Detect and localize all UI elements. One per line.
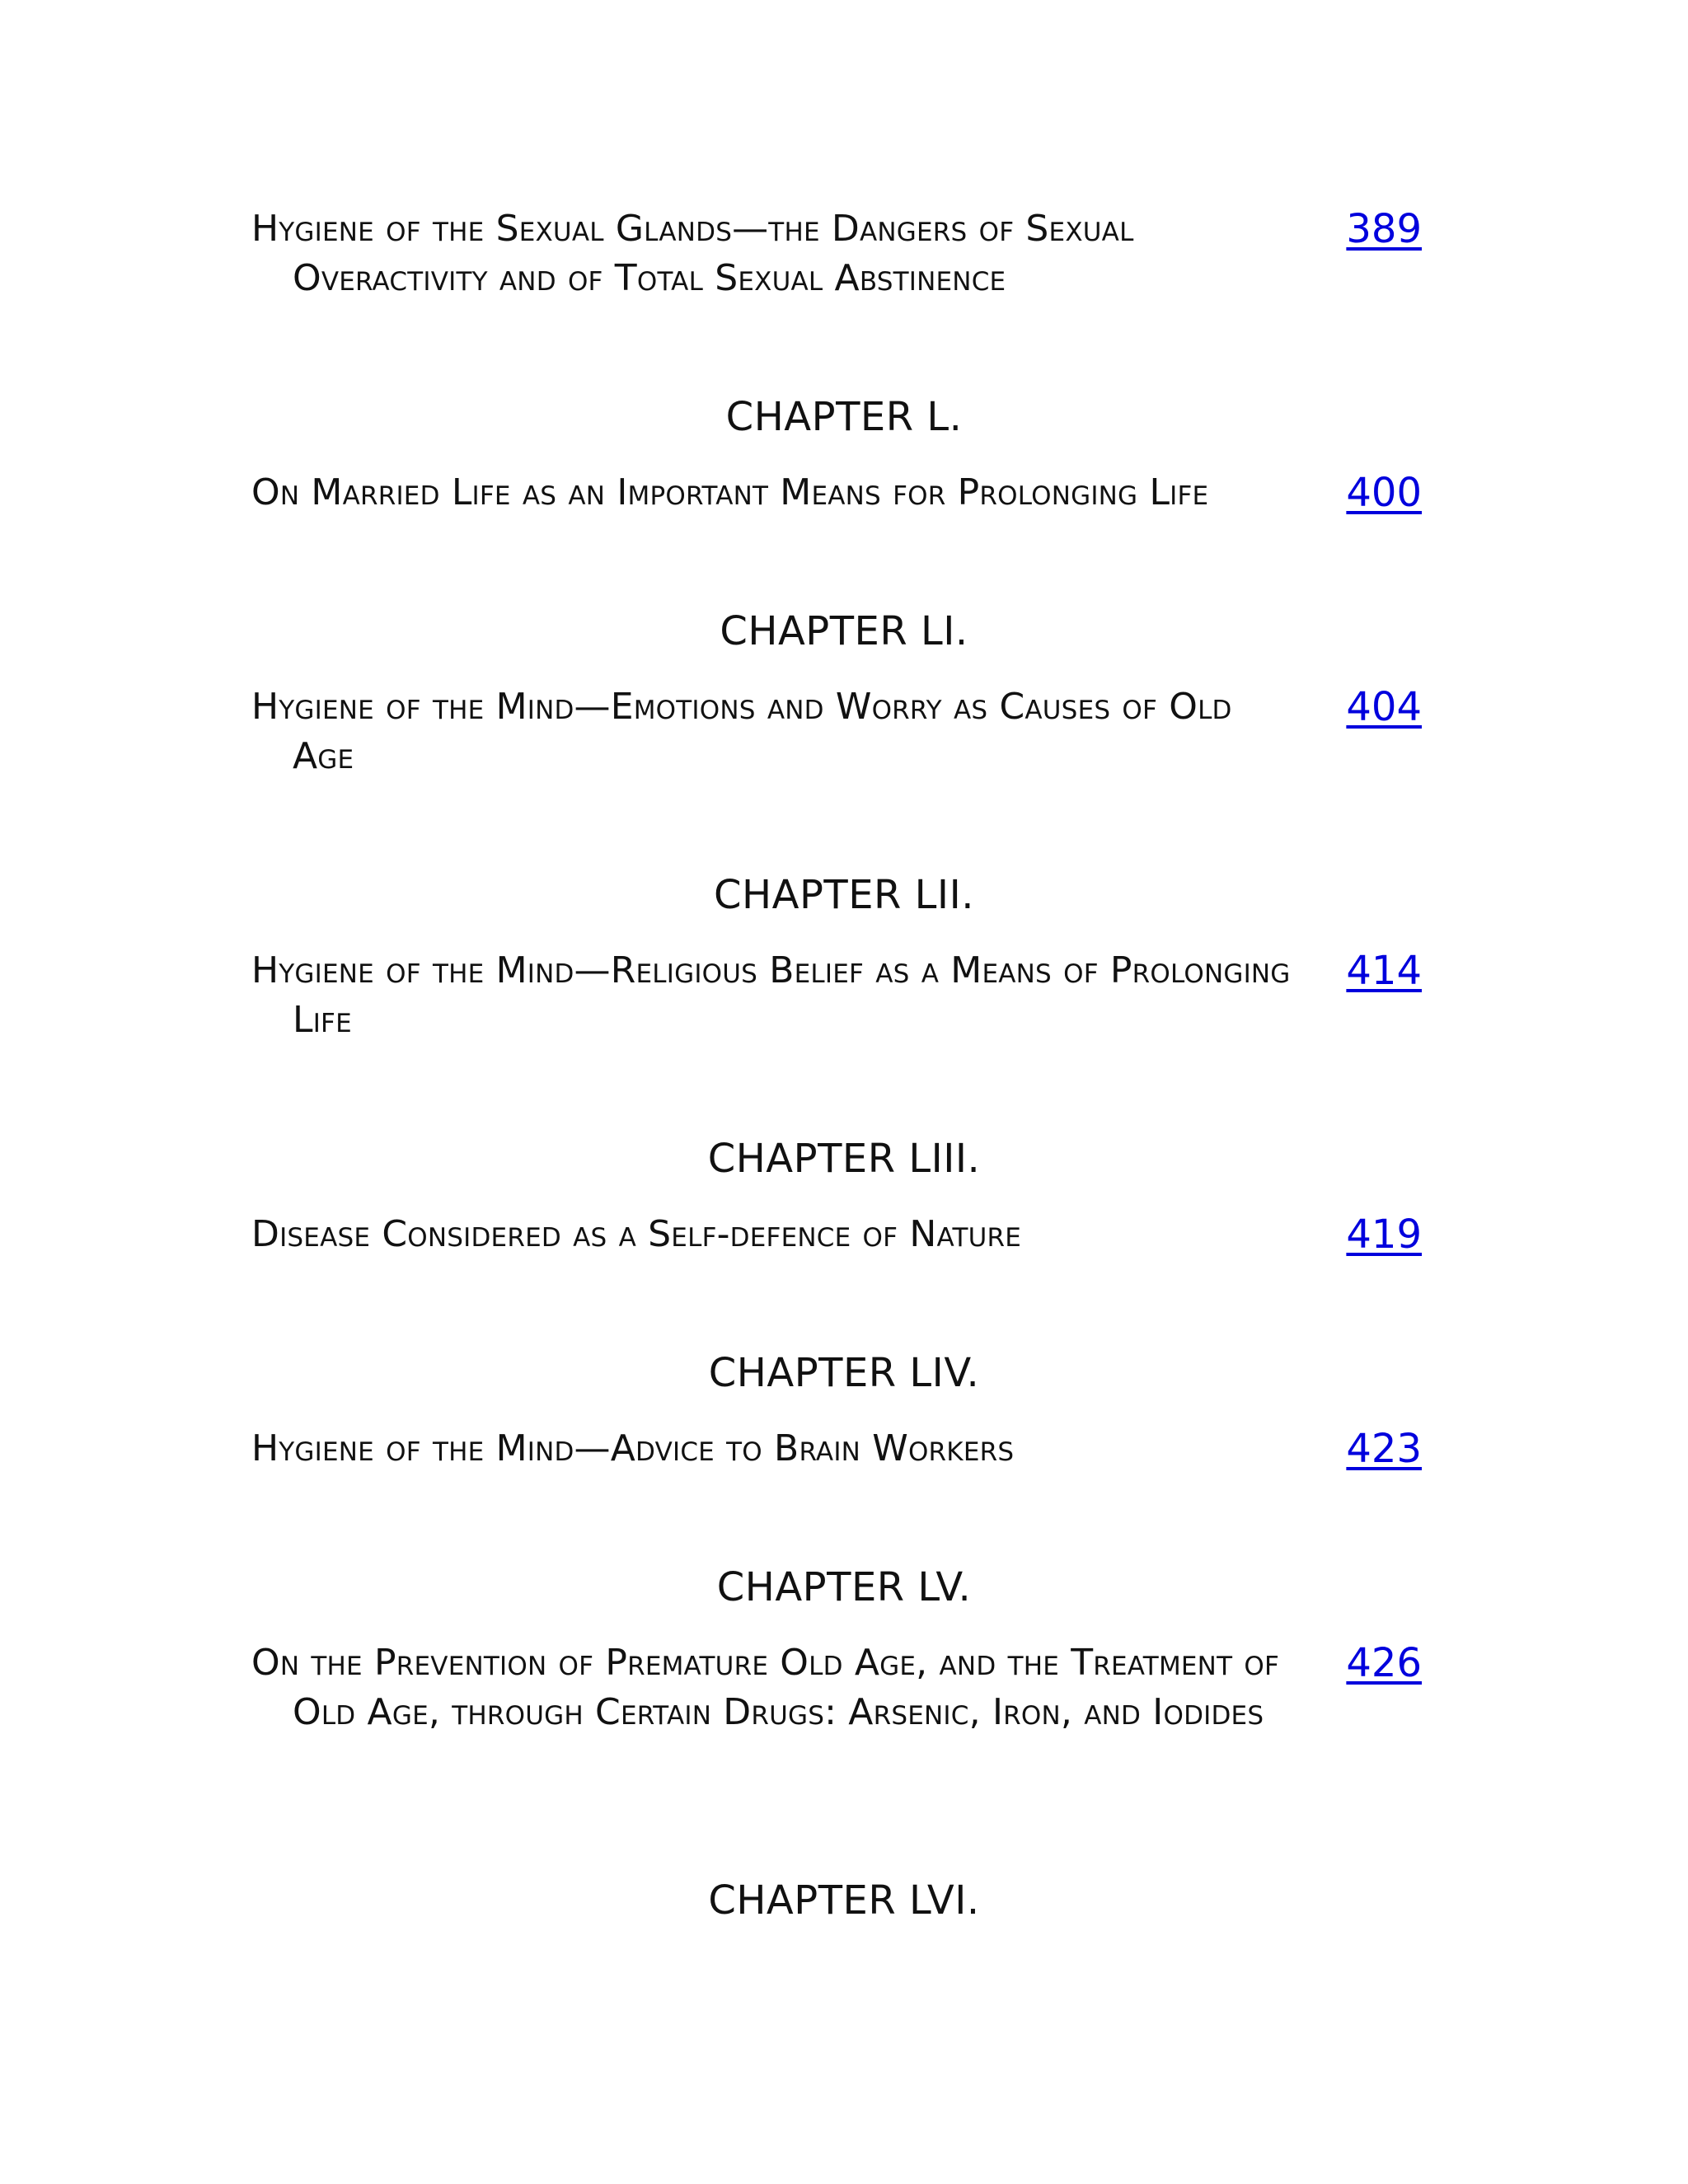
toc-entry-title: Hygiene of the Mind—Religious Belief as a Means of Prolonging Life xyxy=(251,949,1291,1041)
toc-entry-disease-self-defence xyxy=(251,1210,1422,1259)
page-link-404[interactable]: 404 xyxy=(1346,684,1422,730)
toc-entry-title: Hygiene of the Mind—Emotions and Worry as Causes of Old Age xyxy=(251,686,1232,777)
toc-entry-title: Disease Considered as a Self-defence of Nature xyxy=(251,1213,1022,1255)
toc-entry-emotions-worry xyxy=(251,682,1422,781)
page-link-419[interactable]: 419 xyxy=(1346,1212,1422,1258)
toc-entry-title: On the Prevention of Premature Old Age, and the Treatment of Old Age, through Certain Drugs: Arsenic, Iron, and Iodides xyxy=(251,1642,1280,1733)
page-link-414[interactable]: 414 xyxy=(1346,948,1422,994)
toc-entry-title: On Married Life as an Important Means for Prolonging Life xyxy=(251,471,1209,513)
page-link-423[interactable]: 423 xyxy=(1346,1426,1422,1472)
toc-entry-sexual-glands xyxy=(251,204,1422,303)
toc-entry-brain-workers xyxy=(251,1424,1422,1474)
toc-entry-title: Hygiene of the Sexual Glands—the Dangers of Sexual Overactivity and of Total Sexual Abstinence xyxy=(251,208,1134,299)
chapter-heading-li: CHAPTER LI. xyxy=(720,608,968,654)
chapter-heading-liv: CHAPTER LIV. xyxy=(708,1350,980,1396)
page-link-389[interactable]: 389 xyxy=(1346,206,1422,252)
chapter-heading-lv: CHAPTER LV. xyxy=(716,1564,972,1610)
chapter-heading-liii: CHAPTER LIII. xyxy=(707,1136,981,1182)
chapter-heading-l: CHAPTER L. xyxy=(725,394,963,440)
toc-entry-title: Hygiene of the Mind—Advice to Brain Workers xyxy=(251,1427,1015,1469)
page-link-426[interactable]: 426 xyxy=(1346,1640,1422,1686)
chapter-heading-lvi: CHAPTER LVI. xyxy=(708,1877,980,1924)
page-link-400[interactable]: 400 xyxy=(1346,470,1422,516)
toc-entry-premature-old-age xyxy=(251,1638,1422,1737)
chapter-heading-lii: CHAPTER LII. xyxy=(714,872,974,918)
toc-entry-religious-belief xyxy=(251,946,1422,1045)
toc-entry-married-life xyxy=(251,468,1422,518)
